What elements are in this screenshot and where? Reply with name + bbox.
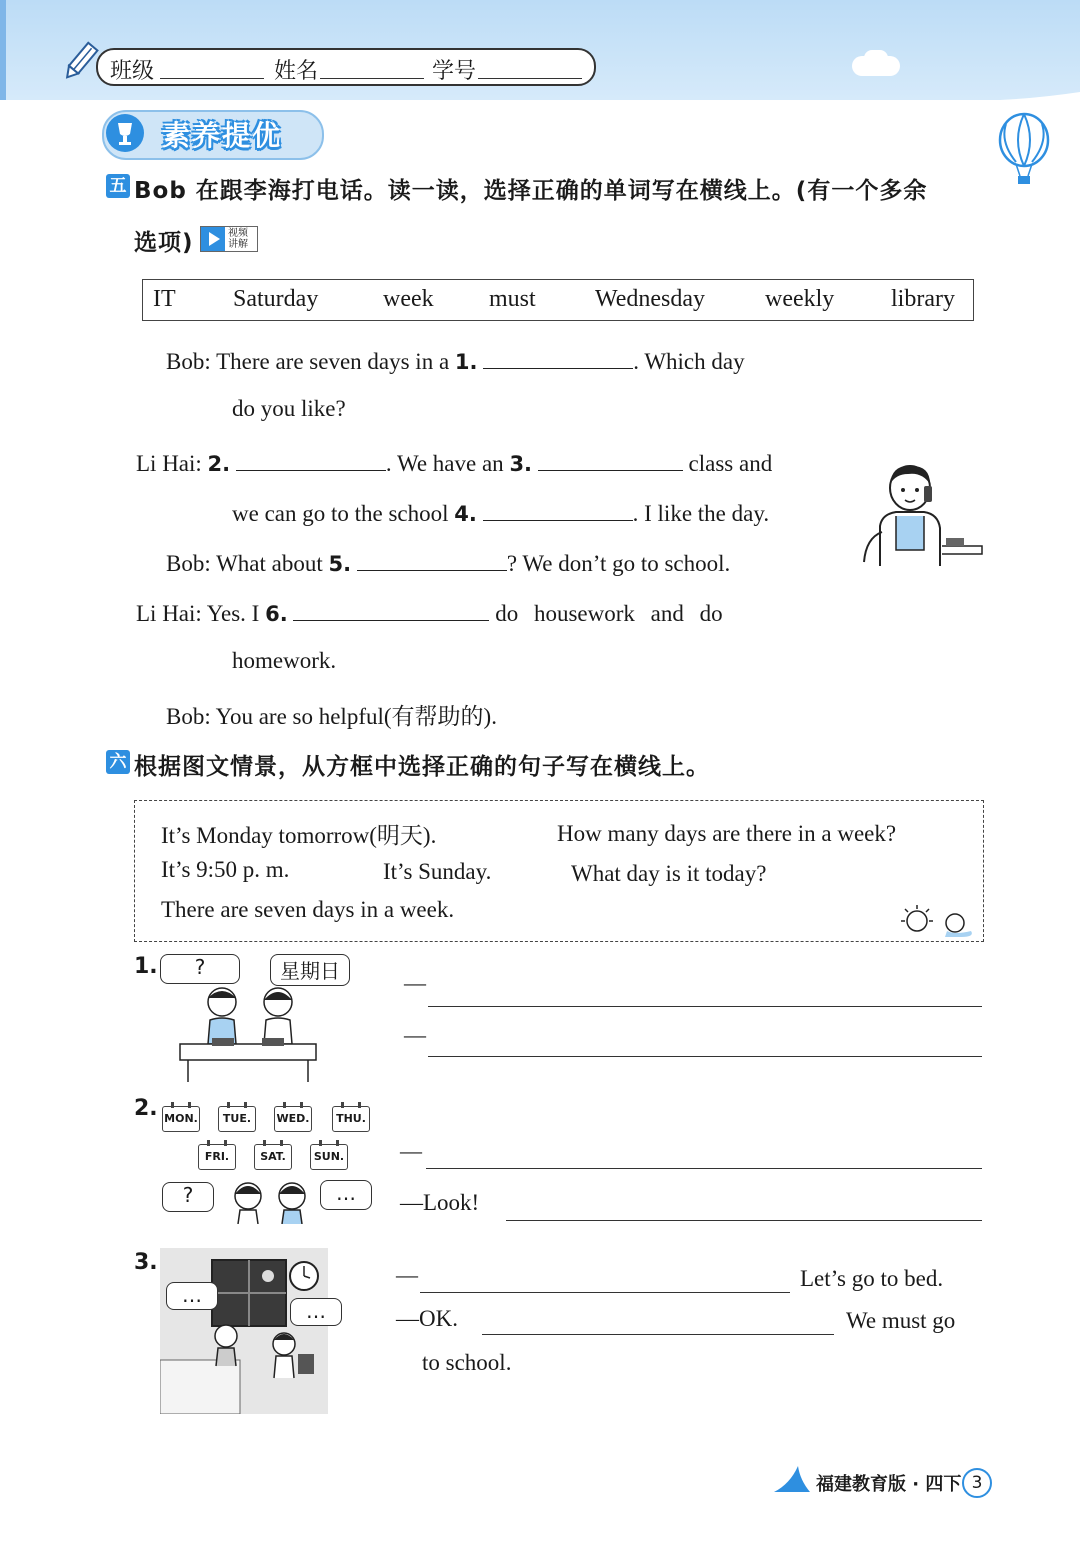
section-title: 素养提优 bbox=[162, 119, 283, 152]
calendar-fri: FRI. bbox=[198, 1144, 236, 1170]
student-info-bar bbox=[96, 48, 596, 86]
dialogue-line-1: Bob: There are seven days in a 1. . Which day bbox=[166, 346, 745, 375]
question-5-instruction: Bob 在跟李海打电话。读一读，选择正确的单词写在横线上。(有一个多余 bbox=[134, 178, 928, 204]
question-5-instruction-cont: 选项) bbox=[134, 230, 194, 256]
answer-line-1b[interactable] bbox=[428, 1056, 982, 1057]
page-number: 3 bbox=[962, 1468, 992, 1498]
sentence-option: There are seven days in a week. bbox=[161, 897, 455, 922]
sentence-option: What day is it today? bbox=[571, 861, 767, 886]
speech-bubble-question: ? bbox=[160, 954, 240, 984]
answer-line-1a[interactable] bbox=[428, 1006, 982, 1007]
speech-bubble-question: ? bbox=[162, 1182, 214, 1212]
students-at-desk-illustration bbox=[178, 984, 318, 1082]
answer-line-2b[interactable] bbox=[506, 1220, 982, 1221]
calendar-sat: SAT. bbox=[254, 1144, 292, 1170]
calendar-mon: MON. bbox=[162, 1106, 200, 1132]
calendar-wed: WED. bbox=[274, 1106, 312, 1132]
dialogue-line-2: do you like? bbox=[232, 396, 346, 421]
dialogue-line-4: we can go to the school 4. . I like the day. bbox=[232, 498, 769, 527]
two-girls-illustration bbox=[226, 1178, 318, 1224]
cloud-icon-top bbox=[864, 50, 888, 66]
item-3-must-go: We must go bbox=[846, 1308, 956, 1333]
class-field[interactable] bbox=[160, 78, 264, 79]
boy-on-phone-illustration bbox=[862, 458, 984, 570]
sentence-bank bbox=[134, 800, 984, 942]
answer-line-2a[interactable] bbox=[426, 1168, 982, 1169]
id-field[interactable] bbox=[478, 78, 582, 79]
dialogue-line-5: Bob: What about 5. ? We don’t go to school. bbox=[166, 548, 730, 577]
hot-air-balloon-icon bbox=[996, 112, 1056, 188]
question-5-number: 五 bbox=[106, 174, 130, 198]
dialogue-line-6: Li Hai: Yes. I 6. do housework and do bbox=[136, 598, 723, 627]
sentence-option: How many days are there in a week? bbox=[557, 821, 897, 846]
calendar-thu: THU. bbox=[332, 1106, 370, 1132]
bedroom-night-illustration bbox=[160, 1248, 328, 1414]
name-label: 姓名 bbox=[274, 59, 319, 84]
play-icon bbox=[201, 227, 225, 251]
word-option: weekly bbox=[765, 286, 835, 312]
calendar-sun: SUN. bbox=[310, 1144, 348, 1170]
left-strip bbox=[0, 0, 6, 100]
sentence-option: It’s 9:50 p. m. bbox=[161, 857, 290, 882]
item-3-to-school: to school. bbox=[422, 1350, 512, 1375]
answer-line-3a[interactable] bbox=[420, 1292, 790, 1293]
sentence-option: It’s Sunday. bbox=[383, 859, 492, 884]
answer-line-3b[interactable] bbox=[482, 1334, 834, 1335]
speech-bubble-sunday: 星期日 bbox=[270, 954, 350, 986]
sentence-option: It’s Monday tomorrow(明天). bbox=[161, 823, 437, 848]
item-3-dash-1: — bbox=[396, 1262, 418, 1287]
speech-bubble-ellipsis: … bbox=[320, 1180, 372, 1210]
question-6-number: 六 bbox=[106, 750, 130, 774]
blank-4[interactable] bbox=[483, 498, 633, 521]
word-option: library bbox=[891, 286, 955, 312]
word-option: must bbox=[489, 286, 536, 312]
dialogue-line-3: Li Hai: 2. . We have an 3. class and bbox=[136, 448, 772, 477]
id-label: 学号 bbox=[432, 59, 477, 84]
name-field[interactable] bbox=[320, 78, 424, 79]
item-2-dash-1: — bbox=[400, 1138, 422, 1163]
blank-1[interactable] bbox=[483, 346, 633, 369]
blank-3[interactable] bbox=[538, 448, 683, 471]
video-button[interactable] bbox=[200, 226, 258, 252]
item-3-lets-go: Let’s go to bed. bbox=[800, 1266, 944, 1291]
dialogue-line-7: homework. bbox=[232, 648, 337, 673]
class-label: 班级 bbox=[110, 59, 155, 84]
publisher-label: 福建教育版 · 四下 bbox=[816, 1474, 962, 1495]
word-option: Wednesday bbox=[595, 286, 706, 312]
sun-cloud-icon bbox=[891, 901, 981, 939]
video-label: 视频讲解 bbox=[228, 228, 248, 250]
item-2-look: —Look! bbox=[400, 1190, 480, 1215]
header-curve bbox=[0, 92, 1080, 112]
item-2-number: 2. bbox=[134, 1096, 158, 1121]
word-option: Saturday bbox=[233, 286, 319, 312]
item-1-number: 1. bbox=[134, 954, 158, 979]
calendar-tue: TUE. bbox=[218, 1106, 256, 1132]
speech-bubble-ellipsis-right: … bbox=[290, 1298, 342, 1326]
blank-6[interactable] bbox=[293, 598, 489, 621]
word-option: week bbox=[383, 286, 434, 312]
question-6-instruction: 根据图文情景，从方框中选择正确的句子写在横线上。 bbox=[134, 754, 710, 780]
trophy-icon bbox=[106, 114, 144, 152]
word-bank bbox=[142, 279, 974, 321]
publisher-logo-icon bbox=[772, 1462, 812, 1496]
dialogue-line-8: Bob: You are so helpful(有帮助的). bbox=[166, 704, 497, 729]
speech-bubble-ellipsis-left: … bbox=[166, 1282, 218, 1310]
blank-2[interactable] bbox=[236, 448, 386, 471]
item-1-dash-1: — bbox=[404, 970, 426, 995]
item-3-ok: —OK. bbox=[396, 1306, 458, 1331]
item-1-dash-2: — bbox=[404, 1022, 426, 1047]
item-3-number: 3. bbox=[134, 1250, 158, 1275]
word-option: IT bbox=[153, 286, 176, 312]
blank-5[interactable] bbox=[357, 548, 507, 571]
